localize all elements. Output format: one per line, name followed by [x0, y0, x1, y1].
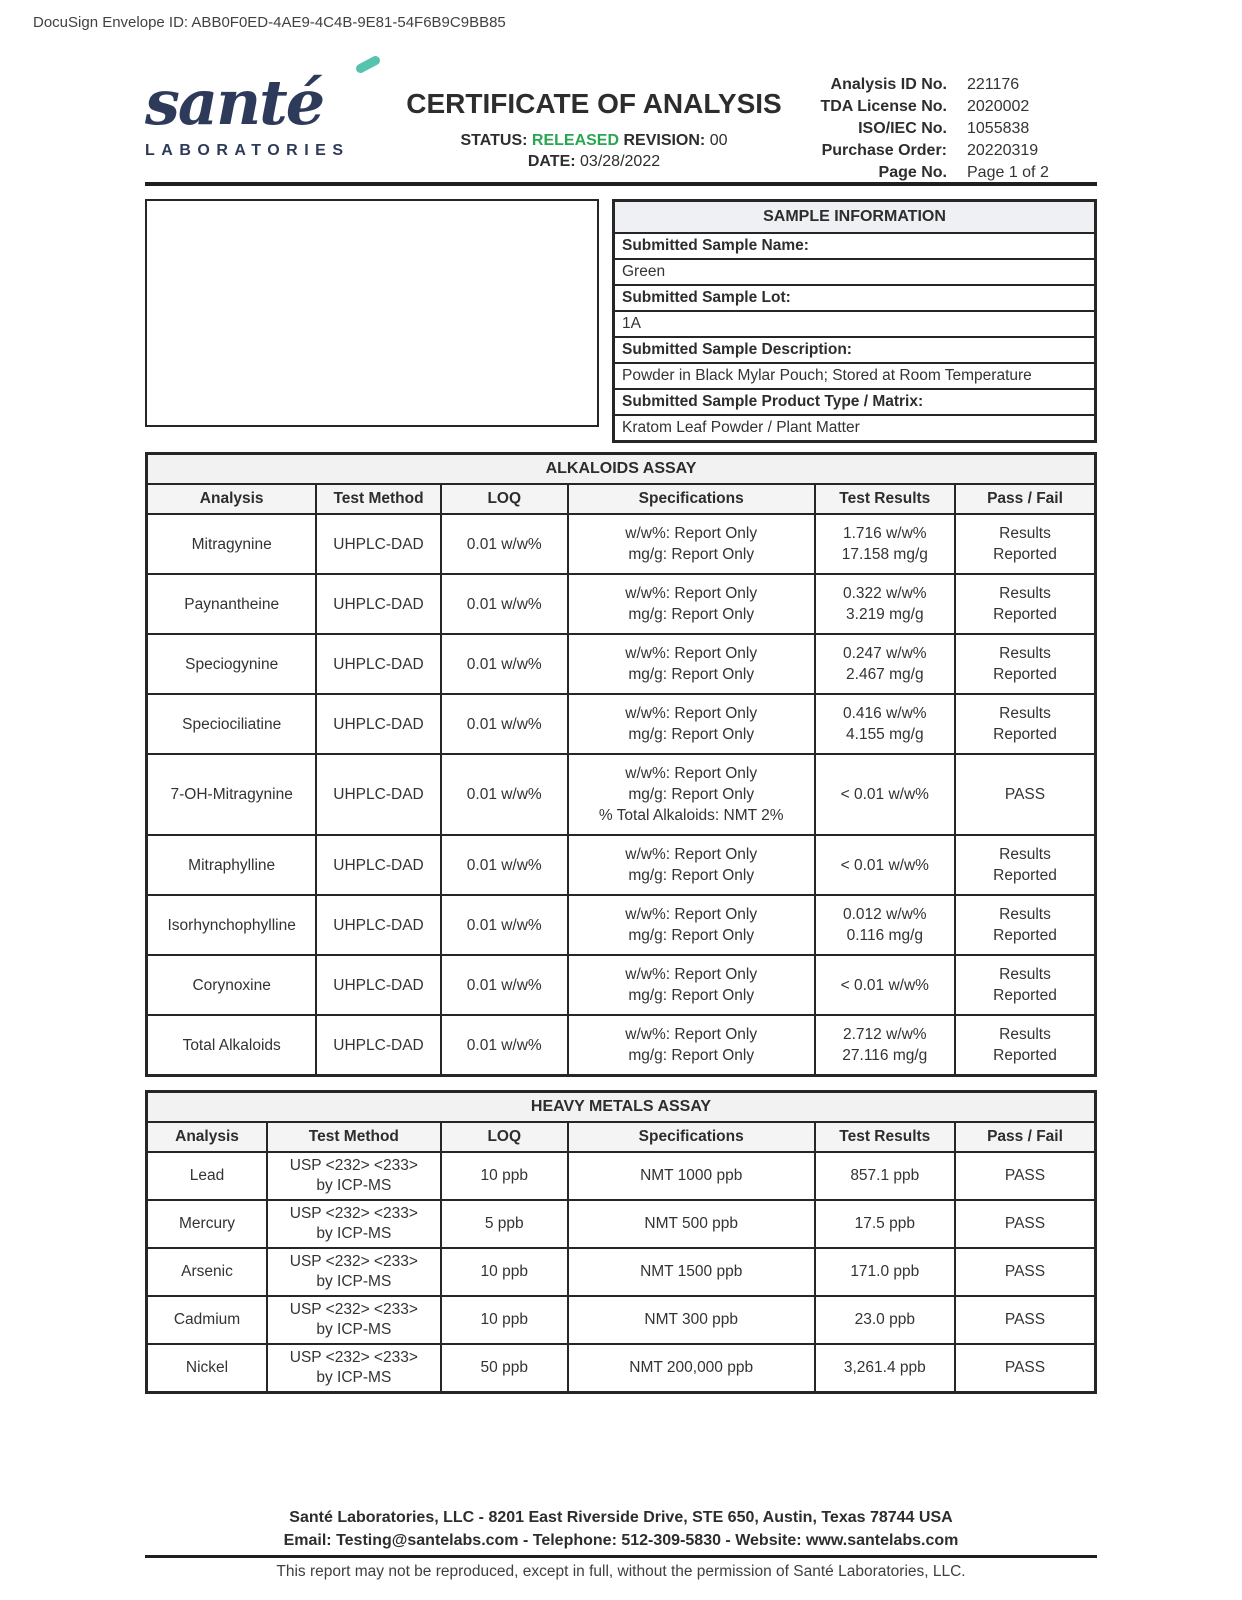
- column-header: Analysis: [147, 484, 317, 514]
- sample-field-label: Submitted Sample Description:: [614, 337, 1096, 363]
- cell-line: Results: [999, 846, 1051, 863]
- cell-line: by ICP-MS: [316, 1177, 392, 1194]
- cell-loq: [441, 835, 568, 895]
- cell-pass-fail: [955, 1296, 1095, 1344]
- revision-value: 00: [709, 132, 728, 149]
- date-value: 03/28/2022: [580, 153, 661, 170]
- cell-line: mg/g: Report Only: [628, 786, 755, 803]
- cell-line: mg/g: Report Only: [628, 546, 755, 563]
- cell-line: 0.01 w/w%: [466, 715, 542, 733]
- logo: [145, 62, 383, 182]
- header-info-row: [805, 118, 1097, 140]
- footer-address: Santé Laboratories, LLC - 8201 East Riverside Drive, STE 650, Austin, Texas 78744 USA: [289, 1509, 953, 1526]
- cell-line: % Total Alkaloids: NMT 2%: [598, 807, 784, 824]
- cell-loq: [441, 574, 568, 634]
- cell-test-method: [316, 514, 440, 574]
- cell-line: PASS: [1004, 1167, 1046, 1184]
- cell-line: by ICP-MS: [316, 1369, 392, 1386]
- cell-loq: [441, 1248, 568, 1296]
- cell-line: 50 ppb: [480, 1359, 528, 1376]
- cell-line: 0.01 w/w%: [466, 916, 542, 934]
- column-header: Pass / Fail: [955, 1122, 1095, 1152]
- cell-pass-fail: [955, 955, 1095, 1015]
- logo-brand-text: santé: [145, 66, 324, 139]
- header-info-row: [805, 162, 1097, 184]
- heavy-metals-body: [147, 1152, 1096, 1393]
- title-block: [383, 62, 805, 182]
- cell-line: NMT 1500 ppb: [640, 1263, 743, 1280]
- cell-pass-fail: [955, 754, 1095, 835]
- cell-line: 7-OH-Mitragynine: [170, 786, 293, 803]
- cell-pass-fail: [955, 835, 1095, 895]
- column-header: Specifications: [568, 1122, 815, 1152]
- cell-test-results: [815, 634, 955, 694]
- cell-line: w/w%: Report Only: [625, 585, 758, 602]
- cell-test-method: [316, 835, 440, 895]
- cell-specifications: [568, 634, 815, 694]
- header-info-label: ISO/IEC No.: [858, 120, 947, 137]
- header-info-value: 1055838: [967, 120, 1030, 137]
- cell-line: w/w%: Report Only: [625, 645, 758, 662]
- cell-line: PASS: [1004, 1359, 1046, 1376]
- header-info-block: [805, 62, 1097, 182]
- header-info-value: 221176: [967, 76, 1020, 93]
- cell-pass-fail: [955, 1248, 1095, 1296]
- column-header: Test Method: [316, 484, 440, 514]
- cell-test-method: [316, 574, 440, 634]
- cell-line: 17.5 ppb: [854, 1215, 915, 1232]
- cell-pass-fail: [955, 514, 1095, 574]
- document-header: [145, 62, 1097, 182]
- cell-line: Results: [999, 906, 1051, 923]
- cell-specifications: [568, 1200, 815, 1248]
- cell-line: Results: [999, 1026, 1051, 1043]
- cell-line: 0.01 w/w%: [466, 786, 542, 803]
- cell-line: 10 ppb: [480, 1167, 528, 1184]
- cell-line: 5 ppb: [484, 1215, 524, 1232]
- cell-test-method: [267, 1152, 441, 1200]
- header-info-row: [805, 74, 1097, 96]
- cell-analysis: [147, 1200, 268, 1248]
- cell-line: 0.01 w/w%: [466, 595, 542, 613]
- cell-loq: [441, 754, 568, 835]
- cell-analysis: [147, 895, 317, 955]
- header-info-label: Purchase Order:: [821, 142, 947, 159]
- cell-line: 0.01 w/w%: [466, 655, 542, 673]
- cell-test-method: [267, 1200, 441, 1248]
- cell-line: 3,261.4 ppb: [843, 1359, 926, 1376]
- sample-field-value-row: [614, 415, 1096, 442]
- table-row: [147, 1200, 1096, 1248]
- sample-field-value: 1A: [614, 311, 1096, 337]
- cell-line: USP <232> <233>: [289, 1301, 418, 1318]
- cell-loq: [441, 895, 568, 955]
- cell-line: 17.158 mg/g: [841, 546, 928, 563]
- cell-line: 23.0 ppb: [854, 1311, 915, 1328]
- cell-line: Results: [999, 645, 1051, 662]
- table-row: [147, 634, 1096, 694]
- cell-test-results: [815, 574, 955, 634]
- alkaloids-head: [147, 454, 1096, 515]
- sample-info-header-row: [614, 201, 1096, 234]
- cell-test-results: [815, 1248, 955, 1296]
- cell-line: 857.1 ppb: [850, 1167, 920, 1184]
- cell-line: UHPLC-DAD: [333, 535, 424, 553]
- header-info-label: Page No.: [878, 164, 947, 181]
- cell-line: Speciogynine: [185, 655, 279, 673]
- cell-line: 2.712 w/w%: [843, 1026, 927, 1043]
- cell-pass-fail: [955, 1344, 1095, 1393]
- heavy-metals-title: HEAVY METALS ASSAY: [147, 1092, 1096, 1123]
- cell-line: UHPLC-DAD: [333, 916, 424, 934]
- cell-analysis: [147, 1152, 268, 1200]
- cell-specifications: [568, 1344, 815, 1393]
- column-header: Pass / Fail: [955, 484, 1095, 514]
- cell-loq: [441, 514, 568, 574]
- table-row: [147, 694, 1096, 754]
- sample-field-label-row: [614, 389, 1096, 415]
- cell-analysis: [147, 1296, 268, 1344]
- cell-specifications: [568, 835, 815, 895]
- cell-test-method: [316, 1015, 440, 1076]
- cell-line: USP <232> <233>: [289, 1205, 418, 1222]
- cell-line: by ICP-MS: [316, 1225, 392, 1242]
- sample-field-label-row: [614, 285, 1096, 311]
- heavy-metals-column-header-row: [147, 1122, 1096, 1152]
- cell-pass-fail: [955, 1152, 1095, 1200]
- cell-line: UHPLC-DAD: [333, 786, 424, 803]
- sample-field-value: Green: [614, 259, 1096, 285]
- cell-analysis: [147, 694, 317, 754]
- cell-line: Reported: [993, 666, 1057, 683]
- cell-test-method: [267, 1296, 441, 1344]
- cell-line: Isorhynchophylline: [167, 916, 296, 934]
- cell-specifications: [568, 514, 815, 574]
- cell-test-method: [267, 1344, 441, 1393]
- cell-specifications: [568, 895, 815, 955]
- cell-line: USP <232> <233>: [289, 1157, 418, 1174]
- cell-line: 0.01 w/w%: [466, 1036, 542, 1054]
- cell-line: w/w%: Report Only: [625, 1026, 758, 1043]
- cell-line: Reported: [993, 546, 1057, 563]
- header-info-value: Page 1 of 2: [967, 164, 1049, 181]
- cell-specifications: [568, 1152, 815, 1200]
- cell-test-results: [815, 955, 955, 1015]
- cell-line: UHPLC-DAD: [333, 1036, 424, 1054]
- page-title: CERTIFICATE OF ANALYSIS: [406, 88, 782, 119]
- cell-line: mg/g: Report Only: [628, 927, 755, 944]
- revision-label: REVISION:: [623, 132, 706, 149]
- alkaloids-title: ALKALOIDS ASSAY: [147, 454, 1096, 485]
- cell-line: 3.219 mg/g: [846, 606, 924, 623]
- alkaloids-title-row: [147, 454, 1096, 485]
- table-row: [147, 514, 1096, 574]
- cell-line: 10 ppb: [480, 1263, 528, 1280]
- alkaloids-body: [147, 514, 1096, 1076]
- cell-test-method: [267, 1248, 441, 1296]
- alkaloids-column-header-row: [147, 484, 1096, 514]
- cell-line: 0.01 w/w%: [466, 856, 542, 874]
- cell-line: Mitraphylline: [188, 856, 276, 874]
- cell-analysis: [147, 1015, 317, 1076]
- sample-field-label: Submitted Sample Lot:: [614, 285, 1096, 311]
- cell-line: 10 ppb: [480, 1311, 528, 1328]
- cell-loq: [441, 634, 568, 694]
- cell-test-method: [316, 955, 440, 1015]
- heavy-metals-assay-table: [145, 1090, 1097, 1394]
- cell-line: Arsenic: [181, 1263, 233, 1280]
- status-label: STATUS:: [460, 132, 528, 149]
- cell-line: 0.01 w/w%: [466, 535, 542, 553]
- cell-pass-fail: [955, 574, 1095, 634]
- cell-line: UHPLC-DAD: [333, 655, 424, 673]
- cell-test-results: [815, 1200, 955, 1248]
- sample-field-value-row: [614, 311, 1096, 337]
- cell-line: 2.467 mg/g: [846, 666, 924, 683]
- column-header: LOQ: [441, 484, 568, 514]
- cell-line: Reported: [993, 1047, 1057, 1064]
- cell-line: Reported: [993, 987, 1057, 1004]
- cell-line: UHPLC-DAD: [333, 595, 424, 613]
- table-row: [147, 1296, 1096, 1344]
- cell-specifications: [568, 955, 815, 1015]
- cell-line: Nickel: [185, 1359, 229, 1376]
- cell-line: Results: [999, 966, 1051, 983]
- cell-line: w/w%: Report Only: [625, 765, 758, 782]
- cell-line: w/w%: Report Only: [625, 525, 758, 542]
- cell-pass-fail: [955, 1200, 1095, 1248]
- sample-field-value-row: [614, 363, 1096, 389]
- page-footer: [145, 1506, 1097, 1581]
- cell-analysis: [147, 634, 317, 694]
- cell-line: Corynoxine: [192, 976, 271, 994]
- cell-test-results: [815, 1344, 955, 1393]
- cell-test-results: [815, 1152, 955, 1200]
- sample-section: [145, 199, 1097, 443]
- page-content: [145, 0, 1097, 1581]
- cell-line: Reported: [993, 726, 1057, 743]
- header-info-label: Analysis ID No.: [830, 76, 947, 93]
- cell-line: mg/g: Report Only: [628, 867, 755, 884]
- sample-photo-placeholder: [145, 199, 599, 427]
- cell-line: 0.012 w/w%: [843, 906, 927, 923]
- cell-analysis: [147, 514, 317, 574]
- cell-analysis: [147, 955, 317, 1015]
- cell-line: w/w%: Report Only: [625, 705, 758, 722]
- column-header: Test Results: [815, 484, 955, 514]
- logo-subtitle: LABORATORIES: [145, 142, 350, 159]
- cell-analysis: [147, 574, 317, 634]
- table-row: [147, 1248, 1096, 1296]
- header-info-row: [805, 96, 1097, 118]
- cell-line: w/w%: Report Only: [625, 966, 758, 983]
- cell-line: Reported: [993, 606, 1057, 623]
- cell-pass-fail: [955, 634, 1095, 694]
- cell-line: Mitragynine: [191, 535, 272, 553]
- cell-line: by ICP-MS: [316, 1321, 392, 1338]
- logo-accent-icon: [354, 54, 381, 74]
- cell-line: 0.322 w/w%: [843, 585, 927, 602]
- cell-line: USP <232> <233>: [289, 1349, 418, 1366]
- cell-pass-fail: [955, 694, 1095, 754]
- sample-field-value-row: [614, 259, 1096, 285]
- table-row: [147, 835, 1096, 895]
- footer-divider: [145, 1555, 1097, 1558]
- header-info-row: [805, 140, 1097, 162]
- cell-pass-fail: [955, 1015, 1095, 1076]
- cell-test-method: [316, 895, 440, 955]
- column-header: Specifications: [568, 484, 815, 514]
- cell-line: UHPLC-DAD: [333, 715, 424, 733]
- cell-line: UHPLC-DAD: [333, 976, 424, 994]
- table-row: [147, 955, 1096, 1015]
- cell-line: 4.155 mg/g: [846, 726, 924, 743]
- cell-loq: [441, 694, 568, 754]
- cell-analysis: [147, 1344, 268, 1393]
- cell-loq: [441, 1200, 568, 1248]
- sample-field-label: Submitted Sample Product Type / Matrix:: [614, 389, 1096, 415]
- cell-line: NMT 1000 ppb: [640, 1167, 743, 1184]
- cell-test-results: [815, 1296, 955, 1344]
- cell-loq: [441, 1296, 568, 1344]
- cell-line: < 0.01 w/w%: [840, 976, 929, 994]
- cell-loq: [441, 1344, 568, 1393]
- cell-line: PASS: [1004, 1263, 1046, 1280]
- cell-line: mg/g: Report Only: [628, 606, 755, 623]
- cell-line: UHPLC-DAD: [333, 856, 424, 874]
- cell-line: PASS: [1004, 1311, 1046, 1328]
- cell-test-results: [815, 895, 955, 955]
- cell-line: USP <232> <233>: [289, 1253, 418, 1270]
- cell-line: 0.01 w/w%: [466, 976, 542, 994]
- date-label: DATE:: [527, 153, 576, 170]
- cell-line: Reported: [993, 867, 1057, 884]
- cell-line: 0.247 w/w%: [843, 645, 927, 662]
- sample-field-label-row: [614, 337, 1096, 363]
- cell-line: 171.0 ppb: [850, 1263, 920, 1280]
- table-row: [147, 1152, 1096, 1200]
- cell-line: mg/g: Report Only: [628, 666, 755, 683]
- table-row: [147, 1015, 1096, 1076]
- cell-line: mg/g: Report Only: [628, 1047, 755, 1064]
- sample-field-label: Submitted Sample Name:: [614, 233, 1096, 259]
- cell-test-results: [815, 694, 955, 754]
- header-info-label: TDA License No.: [820, 98, 947, 115]
- cell-line: Total Alkaloids: [182, 1036, 281, 1054]
- cell-test-method: [316, 634, 440, 694]
- table-row: [147, 895, 1096, 955]
- column-header: Analysis: [147, 1122, 268, 1152]
- cell-line: 0.116 mg/g: [846, 927, 923, 944]
- cell-line: PASS: [1004, 786, 1046, 803]
- cell-line: Mercury: [179, 1215, 235, 1232]
- footer-contact: Email: Testing@santelabs.com - Telephone: 512-309-5830 - Website: www.santelabs.com: [283, 1532, 959, 1549]
- header-info-value: 20220319: [967, 142, 1039, 159]
- cell-line: Cadmium: [173, 1311, 241, 1328]
- cell-line: PASS: [1004, 1215, 1046, 1232]
- cell-line: Reported: [993, 927, 1057, 944]
- date-line: [383, 153, 805, 171]
- cell-test-results: [815, 754, 955, 835]
- cell-line: 27.116 mg/g: [842, 1047, 928, 1064]
- cell-line: Speciociliatine: [182, 715, 282, 733]
- status-value: RELEASED: [531, 132, 620, 149]
- cell-analysis: [147, 754, 317, 835]
- cell-specifications: [568, 1015, 815, 1076]
- cell-analysis: [147, 1248, 268, 1296]
- table-row: [147, 574, 1096, 634]
- cell-line: Results: [999, 705, 1051, 722]
- cell-specifications: [568, 1296, 815, 1344]
- cell-test-results: [815, 514, 955, 574]
- alkaloids-assay-table: [145, 452, 1097, 1077]
- sample-field-label-row: [614, 233, 1096, 259]
- cell-line: Paynantheine: [184, 595, 280, 613]
- column-header: Test Method: [267, 1122, 441, 1152]
- cell-test-results: [815, 1015, 955, 1076]
- table-row: [147, 754, 1096, 835]
- cell-line: mg/g: Report Only: [628, 987, 755, 1004]
- table-row: [147, 1344, 1096, 1393]
- sample-field-value: Powder in Black Mylar Pouch; Stored at Room Temperature: [614, 363, 1096, 389]
- sample-information-table: [612, 199, 1097, 443]
- cell-line: w/w%: Report Only: [625, 846, 758, 863]
- cell-line: 1.716 w/w%: [843, 525, 927, 542]
- cell-line: Results: [999, 585, 1051, 602]
- column-header: LOQ: [441, 1122, 568, 1152]
- cell-test-method: [316, 694, 440, 754]
- cell-pass-fail: [955, 895, 1095, 955]
- cell-specifications: [568, 1248, 815, 1296]
- cell-line: < 0.01 w/w%: [840, 786, 929, 803]
- header-info-value: 2020002: [967, 98, 1030, 115]
- cell-specifications: [568, 574, 815, 634]
- cell-loq: [441, 1015, 568, 1076]
- docusign-envelope-text: DocuSign Envelope ID: ABB0F0ED-4AE9-4C4B-9E81-54F6B9C9BB85: [33, 14, 506, 31]
- status-line: [383, 132, 805, 150]
- heavy-metals-title-row: [147, 1092, 1096, 1123]
- cell-test-results: [815, 835, 955, 895]
- cell-specifications: [568, 694, 815, 754]
- cell-line: w/w%: Report Only: [625, 906, 758, 923]
- cell-line: mg/g: Report Only: [628, 726, 755, 743]
- cell-line: by ICP-MS: [316, 1273, 392, 1290]
- cell-test-method: [316, 754, 440, 835]
- cell-line: NMT 200,000 ppb: [629, 1359, 754, 1376]
- cell-line: NMT 300 ppb: [644, 1311, 739, 1328]
- cell-analysis: [147, 835, 317, 895]
- cell-line: NMT 500 ppb: [644, 1215, 739, 1232]
- cell-line: Lead: [189, 1167, 225, 1184]
- column-header: Test Results: [815, 1122, 955, 1152]
- cell-line: Results: [999, 525, 1051, 542]
- sample-info-title: SAMPLE INFORMATION: [614, 201, 1096, 234]
- cell-loq: [441, 955, 568, 1015]
- cell-line: 0.416 w/w%: [843, 705, 927, 722]
- cell-specifications: [568, 754, 815, 835]
- heavy-metals-head: [147, 1092, 1096, 1153]
- footer-disclaimer: This report may not be reproduced, except in full, without the permission of Santé Laboratories, LLC.: [276, 1563, 966, 1580]
- sample-field-value: Kratom Leaf Powder / Plant Matter: [614, 415, 1096, 442]
- cell-loq: [441, 1152, 568, 1200]
- cell-line: < 0.01 w/w%: [840, 856, 929, 874]
